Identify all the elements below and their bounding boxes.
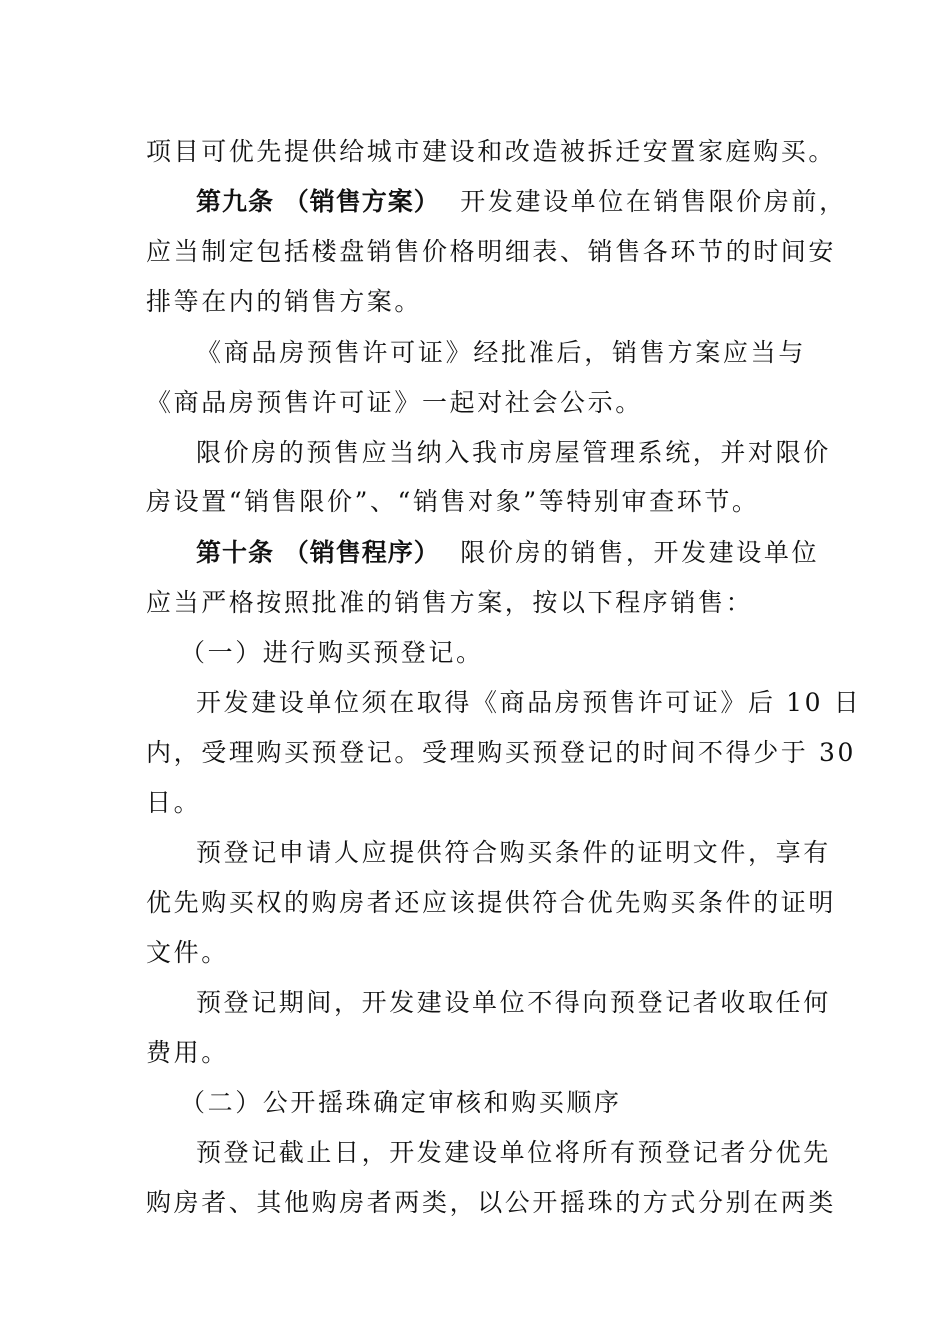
text-line: 文件。 (146, 938, 229, 967)
article-9-line (196, 185, 847, 219)
text-line: 限价房的预售应当纳入我市房屋管理系统，并对限价 (196, 438, 831, 467)
section-heading: （二）公开摇珠确定审核和购买顺序 (180, 1088, 622, 1117)
text-line: 预登记截止日，开发建设单位将所有预登记者分优先 (196, 1138, 831, 1167)
article-10-line (196, 536, 820, 570)
article-10-heading: 第十条 （销售程序） (196, 538, 440, 567)
section-heading: （一）进行购买预登记。 (180, 638, 484, 667)
text-line: 预登记申请人应提供符合购买条件的证明文件，享有 (196, 838, 831, 867)
text-line: 房设置“销售限价”、“销售对象”等特别审查环节。 (146, 487, 760, 516)
article-9-heading: 第九条 （销售方案） (196, 187, 440, 216)
text-line: 应当严格按照批准的销售方案，按以下程序销售： (146, 588, 754, 617)
text-line: 内，受理购买预登记。受理购买预登记的时间不得少于 30 (146, 738, 856, 767)
text-line: 优先购买权的购房者还应该提供符合优先购买条件的证明 (146, 888, 837, 917)
text-line: 《商品房预售许可证》经批准后，销售方案应当与 (196, 338, 806, 367)
text-line: 费用。 (146, 1038, 229, 1067)
text-line: 开发建设单位须在取得《商品房预售许可证》后 10 日 (196, 688, 862, 717)
article-9-text: 开发建设单位在销售限价房前， (460, 187, 847, 216)
text-line: 排等在内的销售方案。 (146, 287, 423, 316)
text-line: 应当制定包括楼盘销售价格明细表、销售各环节的时间安 (146, 237, 837, 266)
text-line: 项目可优先提供给城市建设和改造被拆迁安置家庭购买。 (146, 137, 837, 166)
text-line: 《商品房预售许可证》一起对社会公示。 (146, 388, 643, 417)
text-line: 购房者、其他购房者两类，以公开摇珠的方式分别在两类 (146, 1188, 837, 1217)
article-10-text: 限价房的销售，开发建设单位 (460, 538, 820, 567)
text-line: 预登记期间，开发建设单位不得向预登记者收取任何 (196, 988, 831, 1017)
text-line: 日。 (146, 788, 202, 817)
